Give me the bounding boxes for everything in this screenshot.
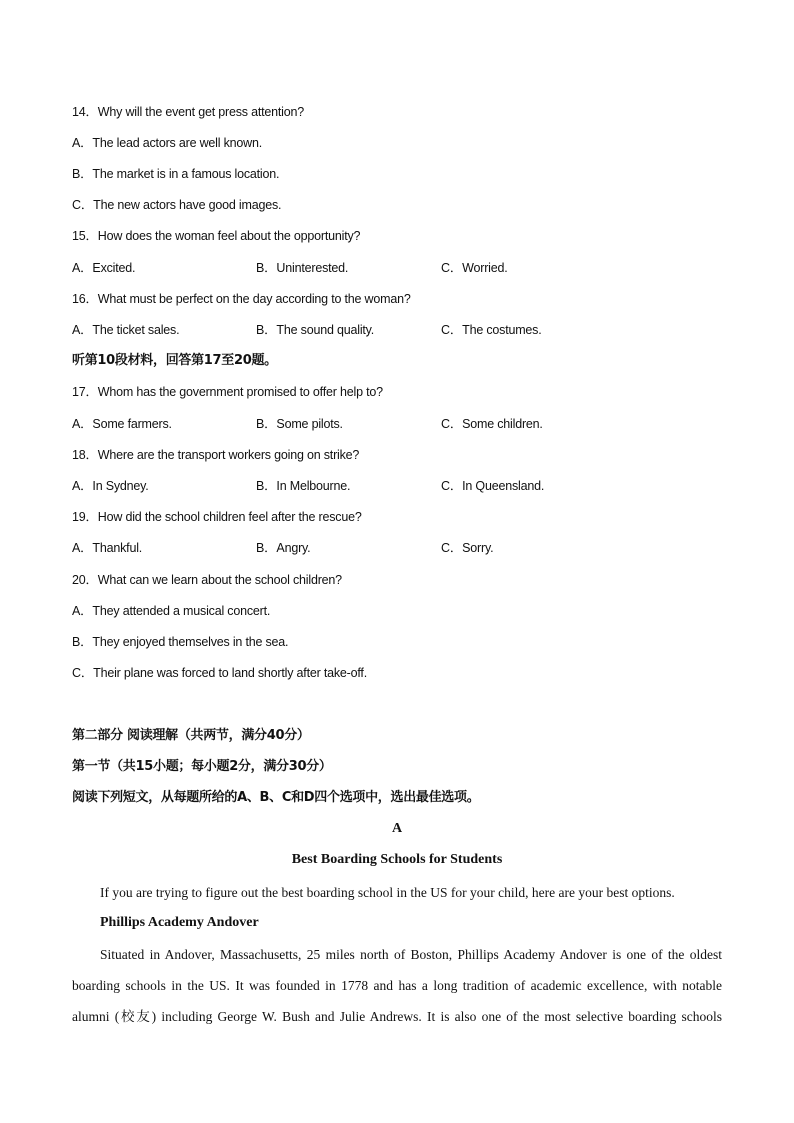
question-14-option-b: B．The market is in a famous location. [72, 167, 280, 181]
question-19-stem: 19．How did the school children feel after the rescue? [72, 510, 362, 524]
passage-line-1: Situated in Andover, Massachusetts, 25 miles north of Boston, Phillips Academy Andover is one of the oldest [100, 947, 722, 962]
passage-line-2: boarding schools in the US. It was founded in 1778 and has a long tradition of academic excellence, with notable [72, 978, 722, 993]
question-15-option-b: B．Uninterested. [256, 261, 349, 275]
part-2-heading: 第二部分 阅读理解（共两节，满分40分） [72, 728, 310, 743]
question-19-option-c: C．Sorry. [441, 541, 494, 555]
question-16-option-a: A．The ticket sales. [72, 323, 180, 337]
question-20-option-b: B．They enjoyed themselves in the sea. [72, 635, 289, 649]
question-17-option-c: C．Some children. [441, 417, 543, 431]
question-16-option-c: C．The costumes. [441, 323, 542, 337]
school-name-heading: Phillips Academy Andover [100, 915, 259, 930]
question-17-option-a: A．Some farmers. [72, 417, 172, 431]
passage-intro: If you are trying to figure out the best boarding school in the US for your child, here are your best options. [100, 885, 675, 900]
question-18-option-b: B．In Melbourne. [256, 479, 351, 493]
question-15-stem: 15．How does the woman feel about the opportunity? [72, 229, 361, 243]
passage-letter: A [391, 821, 403, 836]
question-20-option-a: A．They attended a musical concert. [72, 604, 271, 618]
question-19-option-b: B．Angry. [256, 541, 311, 555]
question-14-option-a: A．The lead actors are well known. [72, 136, 263, 150]
question-20-stem: 20．What can we learn about the school children? [72, 573, 342, 587]
question-18-stem: 18．Where are the transport workers going on strike? [72, 448, 360, 462]
passage-title: Best Boarding Schools for Students [291, 852, 503, 867]
question-16-option-b: B．The sound quality. [256, 323, 375, 337]
section-1-heading: 第一节（共15小题；每小题2分，满分30分） [72, 759, 332, 774]
material-10-heading: 听第10段材料，回答第17至20题。 [72, 353, 277, 368]
question-18-option-a: A．In Sydney. [72, 479, 149, 493]
question-16-stem: 16．What must be perfect on the day according to the woman? [72, 292, 411, 306]
reading-instruction: 阅读下列短文，从每题所给的A、B、C和D四个选项中，选出最佳选项。 [72, 790, 480, 805]
question-20-option-c: C．Their plane was forced to land shortly after take-off. [72, 666, 367, 680]
question-17-option-b: B．Some pilots. [256, 417, 343, 431]
question-14-option-c: C．The new actors have good images. [72, 198, 282, 212]
question-14-stem: 14．Why will the event get press attention? [72, 105, 305, 119]
question-15-option-c: C．Worried. [441, 261, 508, 275]
question-18-option-c: C．In Queensland. [441, 479, 545, 493]
question-15-option-a: A．Excited. [72, 261, 136, 275]
question-17-stem: 17．Whom has the government promised to offer help to? [72, 385, 383, 399]
question-19-option-a: A．Thankful. [72, 541, 143, 555]
passage-line-3: alumni (校友) including George W. Bush and Julie Andrews. It is also one of the most selective boarding schools [72, 1009, 722, 1024]
